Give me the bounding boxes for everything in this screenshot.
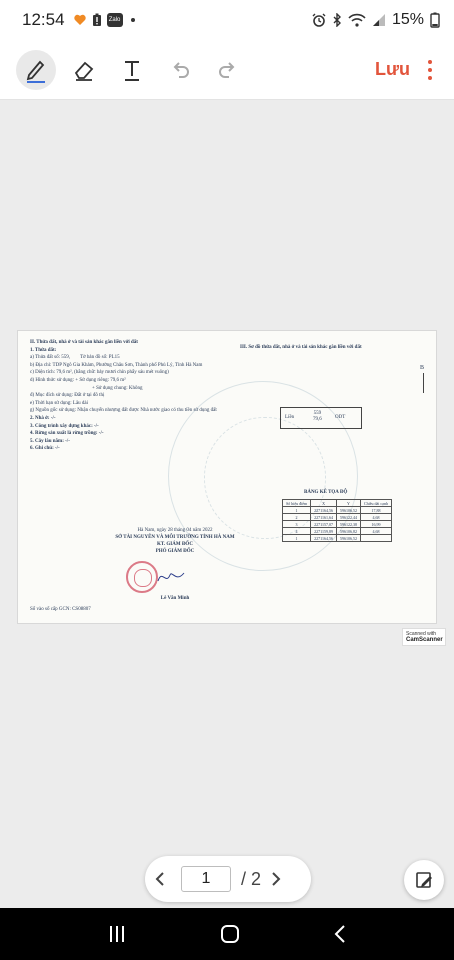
table-cell: 2271157,07 xyxy=(311,521,337,528)
previous-page-button[interactable] xyxy=(145,871,175,887)
dot-icon xyxy=(131,18,135,22)
column-header: X xyxy=(311,500,337,507)
redo-button[interactable] xyxy=(208,50,248,90)
wifi-icon xyxy=(348,13,366,27)
table-cell: 596106,52 xyxy=(336,535,360,542)
info-line xyxy=(30,354,240,362)
notes-line: 6. Ghi chú: -/- xyxy=(30,446,60,452)
parcel-number-label: 559 xyxy=(313,411,322,416)
next-page-button[interactable] xyxy=(261,871,291,887)
area-line: c) Diện tích: 79,6 m², (bằng chữ: bảy mươi chín phẩy sáu mét vuông) xyxy=(30,370,169,376)
status-time: 12:54 xyxy=(22,10,65,29)
undo-icon xyxy=(168,58,192,82)
red-stamp xyxy=(126,561,158,593)
private-use: + Sử dụng riêng: 79,6 m² xyxy=(75,377,126,383)
column-header: Y xyxy=(336,500,360,507)
battery-percent: 15% xyxy=(391,11,424,28)
alarm-icon xyxy=(312,13,326,27)
term-line: e) Thời hạn sử dụng: Lâu dài xyxy=(30,400,89,406)
page-total: / 2 xyxy=(241,868,262,889)
address-line: b) Địa chỉ: TDP Ngô Gia Khảm, Phường Châu Sơn, Thành phố Phủ Lý, Tỉnh Hà Nam xyxy=(30,362,203,368)
signature-block xyxy=(100,527,250,602)
eraser-tool-button[interactable] xyxy=(64,50,104,90)
common-use-line: + Sử dụng chung: Không xyxy=(92,385,143,391)
text-tool-button[interactable] xyxy=(112,50,152,90)
column-header: Số hiệu điểm xyxy=(283,500,311,507)
bluetooth-icon xyxy=(332,13,342,27)
system-nav-bar xyxy=(0,908,454,960)
table-cell: 4,68 xyxy=(360,528,391,535)
undo-button[interactable] xyxy=(160,50,200,90)
parcel-area-label: 79,6 xyxy=(313,417,322,422)
table-cell: 596122,44 xyxy=(336,514,360,521)
more-dot xyxy=(428,68,432,72)
origin-line: g) Nguồn gốc sử dụng: Nhận chuyển nhượng đất được Nhà nước giao có thu tiền sử dụng đất xyxy=(30,408,217,414)
table-cell: 4,68 xyxy=(360,514,391,521)
more-dot xyxy=(428,76,432,80)
notification-icons xyxy=(73,13,135,27)
house-line: 2. Nhà ở: -/- xyxy=(30,415,56,421)
status-right xyxy=(312,11,440,29)
table-cell: 596122,38 xyxy=(336,521,360,528)
eraser-icon xyxy=(72,58,96,82)
map-sheet: Tờ bản đồ số: PL15 xyxy=(79,355,120,361)
edit-document-icon xyxy=(414,870,434,890)
section-heading: II. Thửa đất, nhà ở và tài sản khác gắn liền với đất xyxy=(30,340,138,345)
recent-apps-icon[interactable] xyxy=(107,925,127,943)
north-arrow xyxy=(423,373,424,393)
more-options-button[interactable] xyxy=(422,60,438,80)
pen-tool-button[interactable] xyxy=(16,50,56,90)
diagram-heading: III. Sơ đồ thửa đất, nhà ở và tài sản khác gắn liền với đất xyxy=(240,345,362,350)
forest-line: 4. Rừng sản xuất là rừng trồng: -/- xyxy=(30,431,104,437)
table-cell: 2271161,64 xyxy=(311,514,337,521)
table-cell xyxy=(360,535,391,542)
table-row xyxy=(283,535,392,542)
back-icon[interactable] xyxy=(333,924,347,944)
signer-name: Lê Văn Minh xyxy=(160,596,190,601)
perennial-line: 5. Cây lâu năm: -/- xyxy=(30,438,70,444)
pen-icon xyxy=(24,57,48,83)
chevron-right-icon xyxy=(270,871,282,887)
use-form-label: d) Hình thức sử dụng: xyxy=(30,377,75,383)
land-code: ODT xyxy=(335,415,346,420)
camscanner-badge xyxy=(402,628,446,646)
signature-scribble xyxy=(156,567,186,587)
north-marker: B xyxy=(420,365,425,371)
home-icon[interactable] xyxy=(220,924,240,944)
signal-icon xyxy=(372,13,386,27)
parcel-subheading: 1. Thửa đất: xyxy=(30,347,57,353)
zalo-icon-label: Zalo xyxy=(108,17,121,23)
table-row xyxy=(283,521,392,528)
status-bar xyxy=(0,0,454,40)
chevron-left-icon xyxy=(154,871,166,887)
coord-table-title: BẢNG KÊ TỌA ĐỘ xyxy=(304,490,348,495)
parcel-label xyxy=(313,411,322,423)
save-button[interactable]: Lưu xyxy=(374,59,410,79)
zalo-icon xyxy=(107,13,123,27)
heart-check-icon xyxy=(73,13,87,27)
page-number-input[interactable] xyxy=(181,866,231,892)
use-form-line xyxy=(30,377,240,385)
table-cell: 2271164,56 xyxy=(311,507,337,514)
table-cell: 1 xyxy=(283,535,311,542)
land-info-section xyxy=(30,339,240,453)
table-row xyxy=(283,507,392,514)
signer-title: PHÓ GIÁM ĐỐC xyxy=(155,549,195,554)
table-cell: 2 xyxy=(283,514,311,521)
battery-icon xyxy=(430,12,440,28)
table-cell: 1 xyxy=(283,507,311,514)
more-dot xyxy=(428,60,432,64)
annotate-fab-button[interactable] xyxy=(404,860,444,900)
redo-icon xyxy=(216,58,240,82)
table-header xyxy=(283,500,392,507)
table-cell: 596106,52 xyxy=(336,507,360,514)
table-cell: 596106,82 xyxy=(336,528,360,535)
coord-table xyxy=(282,499,392,542)
text-icon xyxy=(120,58,144,82)
camscanner-line2: CamScanner xyxy=(406,637,443,643)
document-page[interactable] xyxy=(17,330,437,624)
parcel-diagram-section xyxy=(240,345,430,541)
edit-toolbar xyxy=(0,40,454,100)
signer-pp: KT. GIÁM ĐỐC xyxy=(157,542,193,547)
table-cell: 2271164,56 xyxy=(311,535,337,542)
agency-name: SỞ TÀI NGUYÊN VÀ MÔI TRƯỜNG TỈNH HÀ NAM xyxy=(115,535,235,540)
camscanner-line1: Scanned with xyxy=(406,631,437,637)
table-cell: 2271159,89 xyxy=(311,528,337,535)
table-cell: 16,99 xyxy=(360,521,391,528)
table-cell: 3 xyxy=(283,521,311,528)
page-navigator xyxy=(145,856,311,902)
table-cell: 4 xyxy=(283,528,311,535)
neighbor-label: Liền xyxy=(285,415,295,420)
column-header: Chiều dài cạnh xyxy=(360,500,391,507)
certificate-number: Số vào sổ cấp GCN: CS08807 xyxy=(30,607,91,612)
construction-line: 3. Công trình xây dựng khác: -/- xyxy=(30,423,99,429)
table-cell: 17,88 xyxy=(360,507,391,514)
table-row xyxy=(283,514,392,521)
date-line: Hà Nam, ngày 28 tháng 04 năm 2022 xyxy=(137,528,213,533)
parcel-number: a) Thửa đất số: 559, xyxy=(30,355,70,361)
parcel-outline xyxy=(280,407,362,429)
purpose-line: đ) Mục đích sử dụng: Đất ở tại đô thị xyxy=(30,393,105,399)
battery-alert-icon xyxy=(92,13,102,27)
table-row xyxy=(283,528,392,535)
